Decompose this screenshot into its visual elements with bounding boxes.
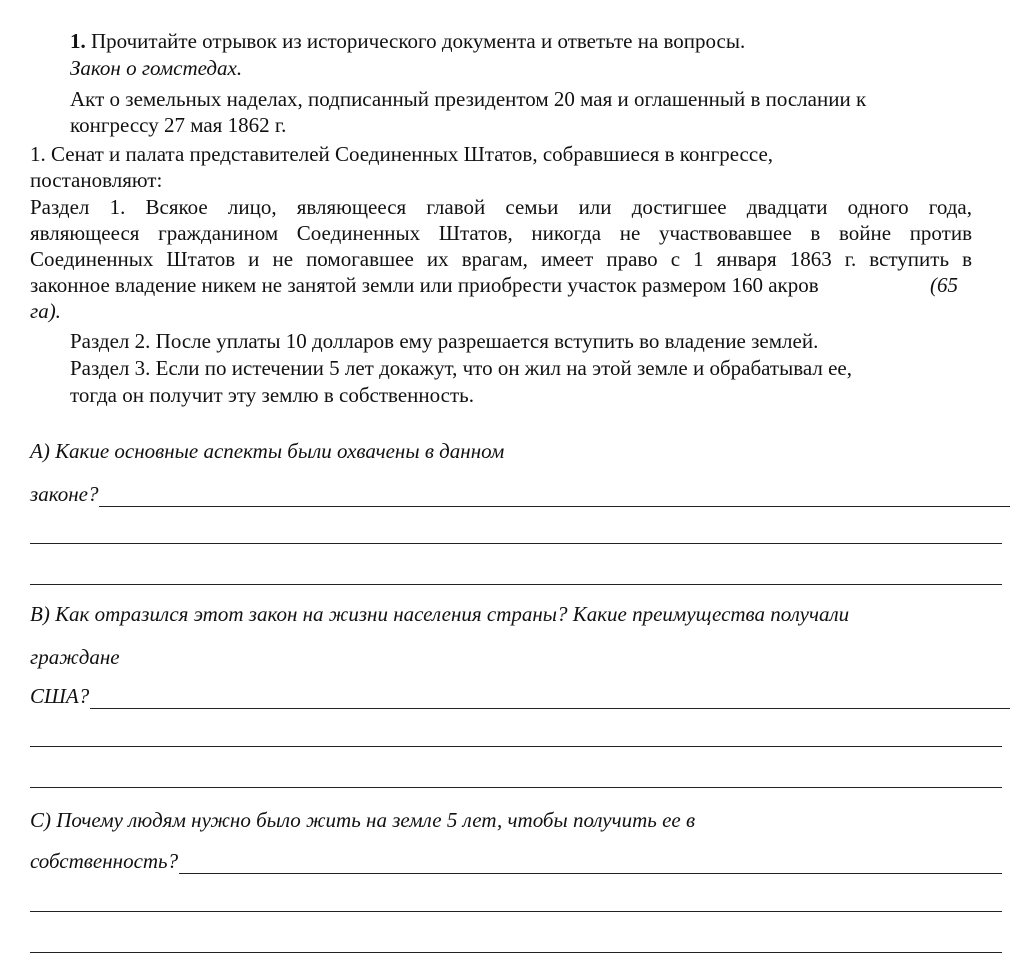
answer-line-c2[interactable]	[30, 911, 1002, 912]
question-c-text: С) Почему людям нужно было жить на земле 5 лет, чтобы получить ее в	[30, 808, 696, 832]
question-b-text-end: США?	[30, 684, 90, 708]
document-intro-line1: Акт о земельных наделах, подписанный президентом 20 мая и оглашенный в послании к	[70, 87, 867, 111]
answer-line-c3[interactable]	[30, 952, 1002, 953]
question-a-answer-row	[30, 481, 1010, 507]
answer-line-a3[interactable]	[30, 584, 1002, 585]
question-b-text-cont: граждане	[30, 645, 120, 669]
section3-line2: тогда он получит эту землю в собственность.	[70, 383, 474, 407]
answer-line-b1[interactable]	[90, 690, 1010, 709]
answer-line-b2[interactable]	[30, 746, 1002, 747]
document-title: Закон о гомстедах.	[70, 56, 243, 80]
answer-line-a1[interactable]	[99, 488, 1010, 507]
question-b-answer-row	[30, 683, 1010, 709]
section2: Раздел 2. После уплаты 10 долларов ему разрешается вступить во владение землей.	[70, 329, 819, 353]
section1-line: являющееся гражданином Соединенных Штатов, никогда не участвовавшее в войне против	[30, 221, 972, 245]
section1-last-line	[30, 272, 972, 298]
section1-line: Раздел 1. Всякое лицо, являющееся главой семьи или достигшее двадцати одного года,	[30, 195, 972, 219]
answer-line-b3[interactable]	[30, 787, 1002, 788]
answer-line-a2[interactable]	[30, 543, 1002, 544]
point1-line2: постановляют:	[30, 168, 163, 192]
section3-line1: Раздел 3. Если по истечении 5 лет докажут, что он жил на этой земле и обрабатывал ее,	[70, 356, 852, 380]
section1-area-end: га).	[30, 299, 61, 323]
answer-line-c1[interactable]	[179, 855, 1002, 874]
section1-line: Соединенных Штатов и не помогавшее их врагам, имеет право с 1 января 1863 г. вступить в	[30, 247, 972, 271]
question-c-answer-row	[30, 848, 1002, 874]
section1-area-start: (65	[930, 273, 958, 297]
document-intro-line2: конгрессу 27 мая 1862 г.	[70, 113, 287, 137]
task-instruction: Прочитайте отрывок из исторического документа и ответьте на вопросы.	[91, 29, 746, 53]
task-number: 1.	[70, 29, 86, 53]
question-c-text-end: собственность?	[30, 849, 179, 873]
task-header	[70, 28, 745, 54]
question-b-text: В) Как отразился этот закон на жизни населения страны? Какие преимущества получали	[30, 602, 850, 626]
question-a-text-end: законе?	[30, 482, 99, 506]
question-a-text: А) Какие основные аспекты были охвачены в данном	[30, 439, 505, 463]
section1-line: законное владение никем не занятой земли или приобрести участок размером 160 акров	[30, 273, 819, 297]
section1	[30, 194, 972, 298]
point1-line1: 1. Сенат и палата представителей Соединенных Штатов, собравшиеся в конгрессе,	[30, 142, 774, 166]
